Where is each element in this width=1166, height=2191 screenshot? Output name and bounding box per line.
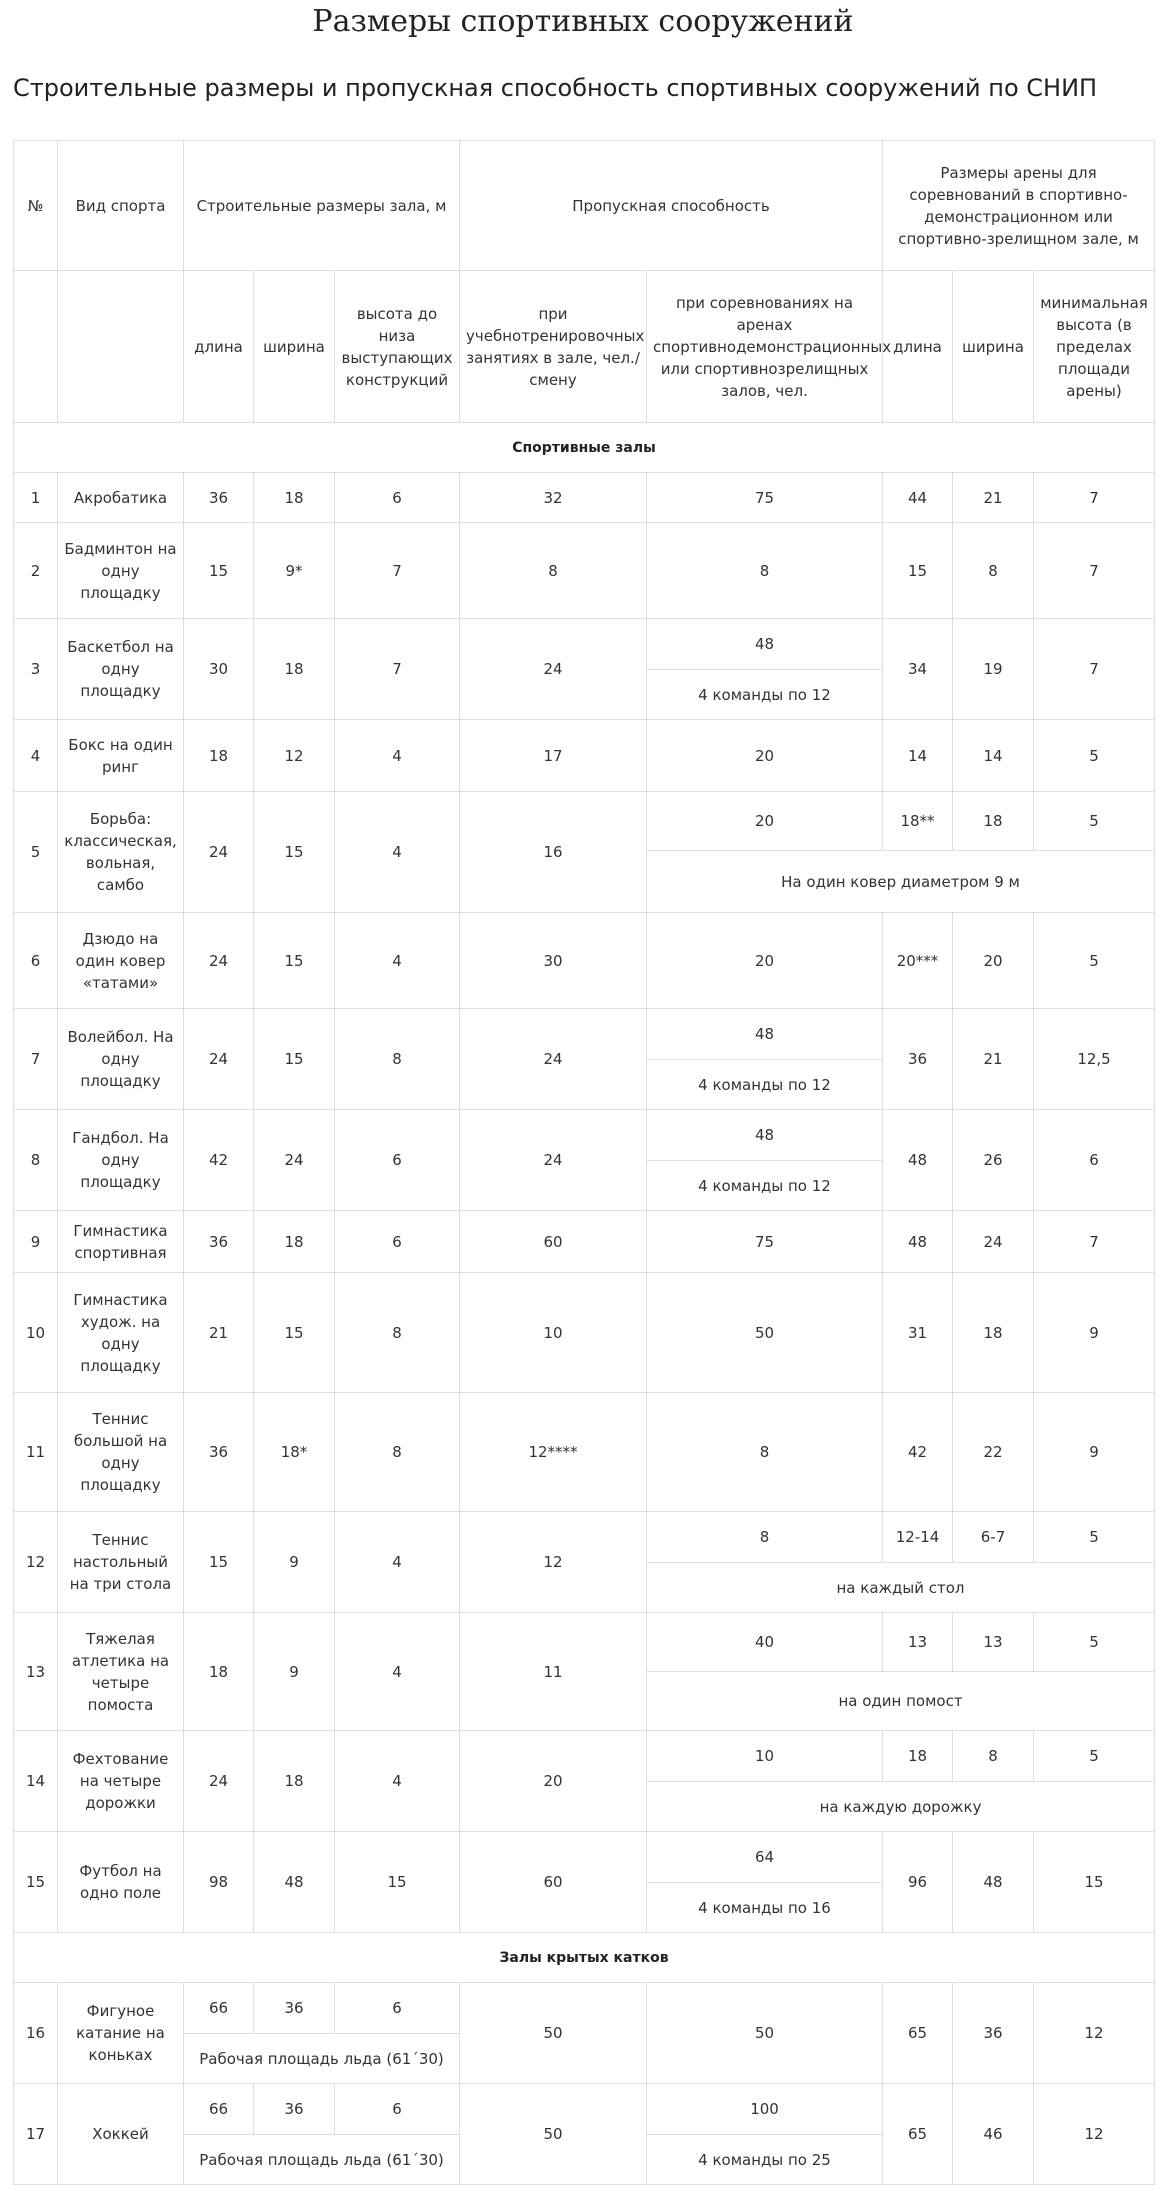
hall-width: 9	[254, 1512, 335, 1613]
hall-length: 24	[184, 1731, 254, 1832]
arena-length: 65	[883, 1983, 953, 2084]
hall-length: 98	[184, 1832, 254, 1933]
hall-length: 15	[184, 523, 254, 619]
section-row-halls	[14, 423, 1155, 473]
hall-height: 4	[335, 1512, 460, 1613]
col-header-sport: Вид спорта	[58, 141, 184, 271]
row-number: 9	[14, 1211, 58, 1273]
arena-length: 44	[883, 473, 953, 523]
training-capacity: 16	[460, 792, 647, 913]
table-row	[14, 1273, 1155, 1393]
competition-capacity: 48	[647, 619, 883, 670]
row-number: 10	[14, 1273, 58, 1393]
sport-name: Теннис настольный на три стола	[58, 1512, 184, 1613]
hall-length: 21	[184, 1273, 254, 1393]
competition-teams: 4 команды по 12	[647, 1161, 883, 1211]
hall-height: 4	[335, 913, 460, 1009]
sport-name: Тяжелая атлетика на четыре помоста	[58, 1613, 184, 1731]
section-row-rinks	[14, 1933, 1155, 1983]
sport-name: Хоккей	[58, 2084, 184, 2185]
row-note: на каждый стол	[647, 1563, 1155, 1613]
table-row	[14, 1613, 1155, 1672]
row-number: 6	[14, 913, 58, 1009]
arena-width: 14	[953, 720, 1034, 792]
hall-width: 36	[254, 2084, 335, 2135]
competition-capacity: 64	[647, 1832, 883, 1883]
arena-length: 18	[883, 1731, 953, 1782]
col-header-arena-min-height: минимальная высота (в пределах площади арены)	[1034, 271, 1155, 423]
arena-length: 15	[883, 523, 953, 619]
sport-name: Гандбол. На одну площадку	[58, 1110, 184, 1211]
hall-length: 18	[184, 1613, 254, 1731]
sport-name: Баскетбол на одну площадку	[58, 619, 184, 720]
row-number: 12	[14, 1512, 58, 1613]
arena-width: 20	[953, 913, 1034, 1009]
hall-height: 15	[335, 1832, 460, 1933]
table-row	[14, 1110, 1155, 1161]
section-row-halls-label: Спортивные залы	[14, 423, 1155, 473]
hall-height: 6	[335, 1983, 460, 2034]
row-note: На один ковер диаметром 9 м	[647, 851, 1155, 913]
sport-name: Фехтование на четыре дорожки	[58, 1731, 184, 1832]
col-header-hall: Строительные размеры зала, м	[184, 141, 460, 271]
hall-width: 9	[254, 1613, 335, 1731]
col-header-height: высота до низа выступающих конструкций	[335, 271, 460, 423]
row-number: 4	[14, 720, 58, 792]
arena-width: 46	[953, 2084, 1034, 2185]
ice-area-note: Рабочая площадь льда (61´30)	[184, 2034, 460, 2084]
sport-name: Бокс на один ринг	[58, 720, 184, 792]
competition-capacity: 75	[647, 1211, 883, 1273]
row-number: 14	[14, 1731, 58, 1832]
hall-width: 48	[254, 1832, 335, 1933]
arena-length: 14	[883, 720, 953, 792]
hall-height: 6	[335, 473, 460, 523]
header-empty-num	[14, 271, 58, 423]
sport-name: Футбол на одно поле	[58, 1832, 184, 1933]
row-number: 11	[14, 1393, 58, 1512]
training-capacity: 60	[460, 1211, 647, 1273]
sport-name: Фигуное катание на коньках	[58, 1983, 184, 2084]
arena-min-height: 5	[1034, 913, 1155, 1009]
competition-teams: 4 команды по 25	[647, 2135, 883, 2185]
arena-width: 8	[953, 1731, 1034, 1782]
section-row-rinks-label: Залы крытых катков	[14, 1933, 1155, 1983]
arena-length: 42	[883, 1393, 953, 1512]
competition-capacity: 75	[647, 473, 883, 523]
arena-min-height: 7	[1034, 619, 1155, 720]
sport-name: Бадминтон на одну площадку	[58, 523, 184, 619]
training-capacity: 50	[460, 2084, 647, 2185]
arena-length: 65	[883, 2084, 953, 2185]
table-row	[14, 619, 1155, 670]
hall-height: 4	[335, 1613, 460, 1731]
sport-name: Теннис большой на одну площадку	[58, 1393, 184, 1512]
arena-width: 22	[953, 1393, 1034, 1512]
arena-width: 24	[953, 1211, 1034, 1273]
hall-width: 18	[254, 473, 335, 523]
arena-min-height: 7	[1034, 1211, 1155, 1273]
hall-length: 24	[184, 913, 254, 1009]
row-number: 2	[14, 523, 58, 619]
table-row	[14, 720, 1155, 792]
arena-length: 48	[883, 1110, 953, 1211]
col-header-training: при учебнотренировочных занятиях в зале, чел./смену	[460, 271, 647, 423]
hall-width: 18	[254, 619, 335, 720]
arena-width: 6-7	[953, 1512, 1034, 1563]
row-number: 13	[14, 1613, 58, 1731]
sports-facilities-table	[13, 140, 1155, 2185]
table-row	[14, 1512, 1155, 1563]
row-number: 16	[14, 1983, 58, 2084]
row-number: 1	[14, 473, 58, 523]
sport-name: Гимнастика спортивная	[58, 1211, 184, 1273]
row-number: 17	[14, 2084, 58, 2185]
hall-length: 36	[184, 1393, 254, 1512]
col-header-competition: при соревнованиях на аренах спортивнодемонстрационных или спортивнозрелищных залов, чел.	[647, 271, 883, 423]
training-capacity: 10	[460, 1273, 647, 1393]
training-capacity: 30	[460, 913, 647, 1009]
arena-width: 21	[953, 473, 1034, 523]
header-row-1	[14, 141, 1155, 271]
table-row	[14, 792, 1155, 851]
arena-length: 96	[883, 1832, 953, 1933]
hall-width: 24	[254, 1110, 335, 1211]
arena-width: 13	[953, 1613, 1034, 1672]
sport-name: Дзюдо на один ковер «татами»	[58, 913, 184, 1009]
arena-min-height: 6	[1034, 1110, 1155, 1211]
hall-height: 6	[335, 1110, 460, 1211]
hall-width: 12	[254, 720, 335, 792]
arena-length: 34	[883, 619, 953, 720]
training-capacity: 12	[460, 1512, 647, 1613]
hall-length: 36	[184, 1211, 254, 1273]
arena-width: 36	[953, 1983, 1034, 2084]
table-row	[14, 1731, 1155, 1782]
row-number: 5	[14, 792, 58, 913]
hall-height: 7	[335, 619, 460, 720]
arena-min-height: 9	[1034, 1273, 1155, 1393]
arena-length: 12-14	[883, 1512, 953, 1563]
arena-width: 48	[953, 1832, 1034, 1933]
arena-min-height: 5	[1034, 1613, 1155, 1672]
hall-height: 8	[335, 1273, 460, 1393]
col-header-num: №	[14, 141, 58, 271]
arena-width: 18	[953, 1273, 1034, 1393]
row-note: на каждую дорожку	[647, 1782, 1155, 1832]
hall-width: 15	[254, 1009, 335, 1110]
hall-length: 30	[184, 619, 254, 720]
arena-width: 26	[953, 1110, 1034, 1211]
sport-name: Волейбол. На одну площадку	[58, 1009, 184, 1110]
competition-teams: 4 команды по 12	[647, 670, 883, 720]
competition-capacity: 8	[647, 1512, 883, 1563]
row-number: 7	[14, 1009, 58, 1110]
col-header-capacity: Пропускная способность	[460, 141, 883, 271]
training-capacity: 20	[460, 1731, 647, 1832]
competition-capacity: 48	[647, 1009, 883, 1060]
training-capacity: 24	[460, 1110, 647, 1211]
arena-width: 8	[953, 523, 1034, 619]
table-row	[14, 1009, 1155, 1060]
training-capacity: 24	[460, 1009, 647, 1110]
hall-width: 15	[254, 792, 335, 913]
arena-length: 36	[883, 1009, 953, 1110]
row-number: 15	[14, 1832, 58, 1933]
col-header-arena: Размеры арены для соревнований в спортивно-демонстрационном или спортивно-зрелищном зале, м	[883, 141, 1155, 271]
hall-height: 4	[335, 1731, 460, 1832]
row-number: 3	[14, 619, 58, 720]
hall-width: 18	[254, 1211, 335, 1273]
section-title: Строительные размеры и пропускная способность спортивных сооружений по СНИП	[13, 74, 1098, 102]
sport-name: Гимнастика худож. на одну площадку	[58, 1273, 184, 1393]
hall-width: 18	[254, 1731, 335, 1832]
training-capacity: 11	[460, 1613, 647, 1731]
arena-min-height: 5	[1034, 792, 1155, 851]
competition-teams: 4 команды по 12	[647, 1060, 883, 1110]
row-number: 8	[14, 1110, 58, 1211]
hall-width: 36	[254, 1983, 335, 2034]
training-capacity: 32	[460, 473, 647, 523]
arena-min-height: 12	[1034, 1983, 1155, 2084]
competition-capacity: 10	[647, 1731, 883, 1782]
hall-height: 8	[335, 1009, 460, 1110]
sport-name: Борьба: классическая, вольная, самбо	[58, 792, 184, 913]
arena-length: 18**	[883, 792, 953, 851]
competition-capacity: 40	[647, 1613, 883, 1672]
hall-width: 9*	[254, 523, 335, 619]
table-row	[14, 1393, 1155, 1512]
hall-width: 15	[254, 913, 335, 1009]
arena-min-height: 15	[1034, 1832, 1155, 1933]
table-row	[14, 1983, 1155, 2034]
hall-height: 6	[335, 2084, 460, 2135]
hall-length: 66	[184, 1983, 254, 2034]
competition-capacity: 48	[647, 1110, 883, 1161]
training-capacity: 60	[460, 1832, 647, 1933]
table-row	[14, 473, 1155, 523]
arena-length: 31	[883, 1273, 953, 1393]
row-note: на один помост	[647, 1672, 1155, 1731]
arena-length: 13	[883, 1613, 953, 1672]
table-row	[14, 1211, 1155, 1273]
col-header-width: ширина	[254, 271, 335, 423]
table-row	[14, 913, 1155, 1009]
hall-width: 15	[254, 1273, 335, 1393]
arena-width: 18	[953, 792, 1034, 851]
arena-min-height: 12,5	[1034, 1009, 1155, 1110]
page-title: Размеры спортивных сооружений	[312, 4, 854, 39]
hall-length: 24	[184, 792, 254, 913]
competition-capacity: 50	[647, 1273, 883, 1393]
arena-length: 48	[883, 1211, 953, 1273]
training-capacity: 24	[460, 619, 647, 720]
hall-length: 15	[184, 1512, 254, 1613]
training-capacity: 17	[460, 720, 647, 792]
competition-capacity: 20	[647, 720, 883, 792]
header-empty-sport	[58, 271, 184, 423]
arena-min-height: 12	[1034, 2084, 1155, 2185]
hall-length: 24	[184, 1009, 254, 1110]
competition-teams: 4 команды по 16	[647, 1883, 883, 1933]
table-row	[14, 1832, 1155, 1883]
sport-name: Акробатика	[58, 473, 184, 523]
arena-min-height: 5	[1034, 1512, 1155, 1563]
training-capacity: 8	[460, 523, 647, 619]
competition-capacity: 8	[647, 523, 883, 619]
table-row	[14, 2084, 1155, 2135]
arena-min-height: 7	[1034, 473, 1155, 523]
arena-length: 20***	[883, 913, 953, 1009]
hall-length: 18	[184, 720, 254, 792]
arena-min-height: 5	[1034, 1731, 1155, 1782]
training-capacity: 12****	[460, 1393, 647, 1512]
col-header-arena-length: длина	[883, 271, 953, 423]
hall-height: 4	[335, 792, 460, 913]
hall-width: 18*	[254, 1393, 335, 1512]
arena-width: 19	[953, 619, 1034, 720]
hall-height: 6	[335, 1211, 460, 1273]
col-header-length: длина	[184, 271, 254, 423]
hall-length: 42	[184, 1110, 254, 1211]
competition-capacity: 20	[647, 913, 883, 1009]
competition-capacity: 100	[647, 2084, 883, 2135]
arena-min-height: 9	[1034, 1393, 1155, 1512]
hall-height: 7	[335, 523, 460, 619]
table-row	[14, 523, 1155, 619]
ice-area-note: Рабочая площадь льда (61´30)	[184, 2135, 460, 2185]
col-header-arena-width: ширина	[953, 271, 1034, 423]
hall-height: 4	[335, 720, 460, 792]
training-capacity: 50	[460, 1983, 647, 2084]
hall-length: 36	[184, 473, 254, 523]
hall-height: 8	[335, 1393, 460, 1512]
competition-capacity: 50	[647, 1983, 883, 2084]
hall-length: 66	[184, 2084, 254, 2135]
competition-capacity: 20	[647, 792, 883, 851]
arena-min-height: 7	[1034, 523, 1155, 619]
arena-min-height: 5	[1034, 720, 1155, 792]
competition-capacity: 8	[647, 1393, 883, 1512]
arena-width: 21	[953, 1009, 1034, 1110]
header-row-2	[14, 271, 1155, 423]
